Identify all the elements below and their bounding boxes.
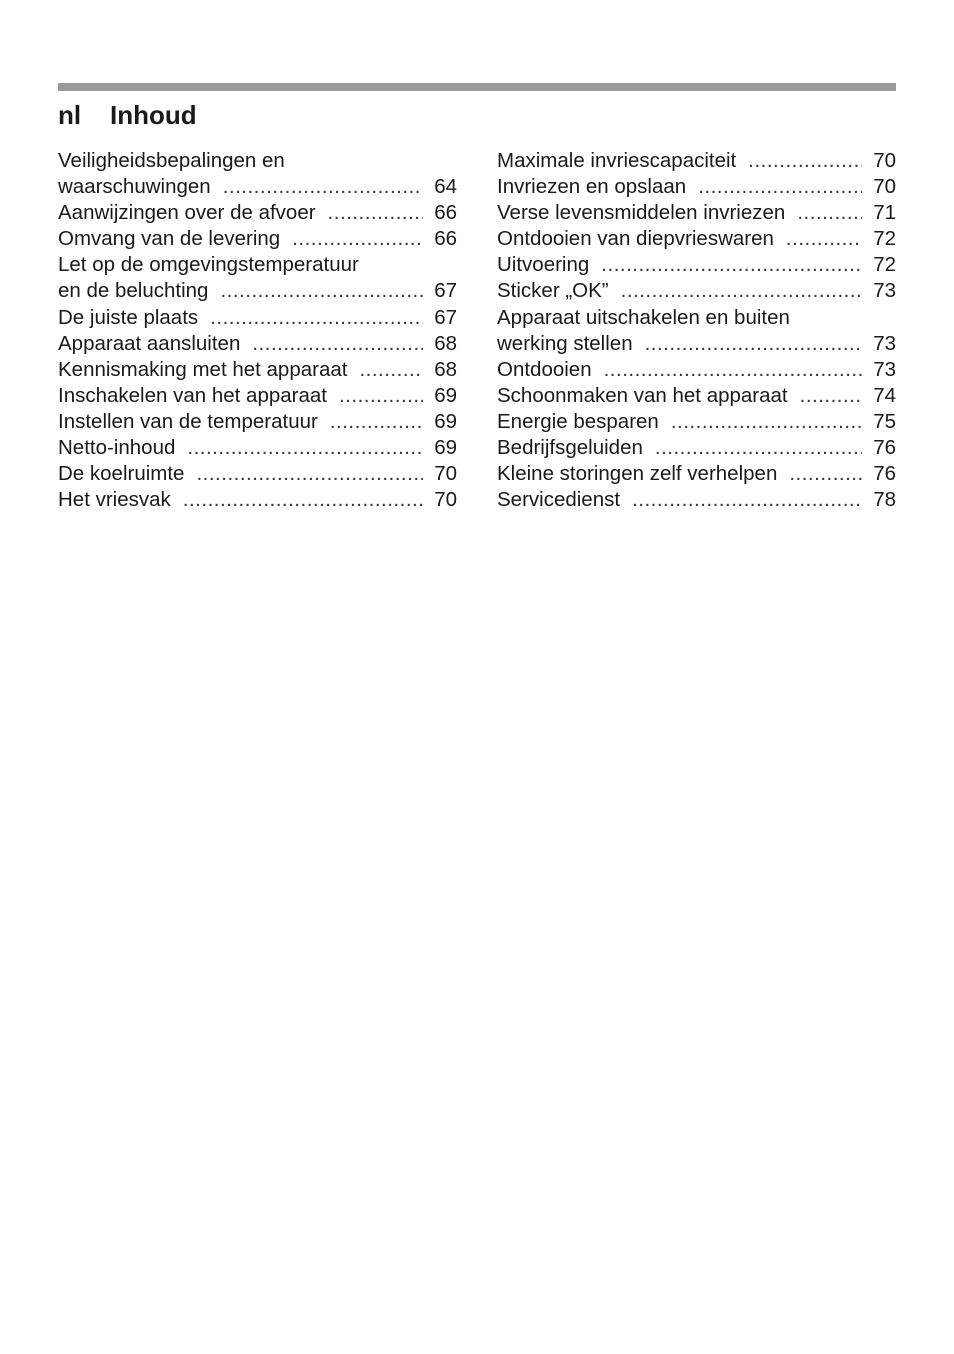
toc-entry-title: Inschakelen van het apparaat	[58, 383, 327, 407]
toc-entry-title: Aanwijzingen over de afvoer	[58, 201, 316, 225]
toc-entry[interactable]	[497, 409, 896, 435]
toc-page-number: 66	[434, 201, 457, 225]
language-code: nl	[58, 100, 82, 130]
toc-entry[interactable]	[58, 331, 457, 357]
dot-leader	[328, 200, 423, 226]
toc-entry-title: De koelruimte	[58, 462, 185, 486]
dot-leader	[621, 278, 862, 304]
dot-leader	[632, 487, 862, 513]
toc-entry[interactable]	[58, 383, 457, 409]
toc-entry[interactable]	[497, 305, 896, 357]
toc-entry-title: Bedrijfsgeluiden	[497, 436, 643, 460]
toc-page-number: 70	[873, 175, 896, 199]
toc-entry-title: werking stellen	[497, 331, 633, 355]
toc-column-left	[58, 148, 457, 513]
toc-entry-title: waarschuwingen	[58, 175, 211, 199]
toc-page-number: 78	[873, 488, 896, 512]
dot-leader	[220, 278, 423, 304]
toc-entry[interactable]	[497, 435, 896, 461]
page-header	[58, 100, 197, 134]
toc-entry[interactable]	[58, 200, 457, 226]
toc-page-number: 69	[434, 383, 457, 407]
toc-entry-title: Netto-inhoud	[58, 436, 176, 460]
dot-leader	[789, 461, 862, 487]
toc-entry[interactable]	[58, 305, 457, 331]
dot-leader	[292, 226, 423, 252]
toc-page-number: 70	[434, 462, 457, 486]
toc-page-number: 69	[434, 436, 457, 460]
toc-entry[interactable]	[58, 226, 457, 252]
toc-page-number: 69	[434, 409, 457, 433]
dot-leader	[604, 357, 862, 383]
toc-entry-title: Omvang van de levering	[58, 227, 281, 251]
toc-entry[interactable]	[58, 148, 457, 200]
dot-leader	[252, 331, 423, 357]
toc-page-number: 76	[873, 436, 896, 460]
dot-leader	[748, 148, 862, 174]
toc-entry-title: De juiste plaats	[58, 305, 199, 329]
toc-entry[interactable]	[58, 487, 457, 513]
toc-entry-title: Ontdooien	[497, 357, 592, 381]
toc-page-number: 64	[434, 175, 457, 199]
dot-leader	[359, 357, 423, 383]
toc-page-number: 68	[434, 331, 457, 355]
dot-leader	[183, 487, 423, 513]
toc-entry-title: Het vriesvak	[58, 488, 171, 512]
toc-entry-title: Maximale invriescapaciteit	[497, 149, 737, 172]
dot-leader	[339, 383, 423, 409]
toc-page-number: 72	[873, 253, 896, 277]
toc-entry-title: Kennismaking met het apparaat	[58, 357, 348, 381]
toc-entry[interactable]	[58, 252, 457, 304]
toc-entry[interactable]	[497, 487, 896, 513]
toc-entry-title: Verse levensmiddelen invriezen	[497, 201, 786, 225]
toc-entry[interactable]	[58, 461, 457, 487]
toc-entry[interactable]	[58, 357, 457, 383]
dot-leader	[797, 200, 862, 226]
toc-entry-title: Sticker „OK”	[497, 279, 609, 303]
toc-entry[interactable]	[497, 226, 896, 252]
dot-leader	[210, 305, 423, 331]
dot-leader	[698, 174, 862, 200]
toc-entry[interactable]	[497, 383, 896, 409]
toc-entry-title: Ontdooien van diepvrieswaren	[497, 227, 774, 251]
toc-entry[interactable]	[497, 174, 896, 200]
toc-entry-title: Let op de omgevingstemperatuur	[58, 253, 359, 277]
dot-leader	[671, 409, 862, 435]
toc-entry[interactable]	[497, 148, 896, 174]
toc-entry-title: Apparaat aansluiten	[58, 331, 241, 355]
toc-entry[interactable]	[497, 278, 896, 304]
dot-leader	[786, 226, 862, 252]
toc-entry-title: Servicedienst	[497, 488, 621, 512]
toc-entry-title: Invriezen en opslaan	[497, 175, 687, 199]
dot-leader	[196, 461, 423, 487]
toc-entry[interactable]	[497, 200, 896, 226]
toc-entry-title: Uitvoering	[497, 253, 590, 277]
toc-entry[interactable]	[497, 252, 896, 278]
dot-leader	[601, 252, 862, 278]
toc-page-number: 70	[434, 488, 457, 512]
toc-column-right	[497, 148, 896, 513]
toc-entry[interactable]	[497, 461, 896, 487]
toc-entry-title: Veiligheidsbepalingen en	[58, 149, 285, 172]
page-title: Inhoud	[110, 100, 197, 130]
dot-leader	[645, 331, 862, 357]
toc-page-number: 76	[873, 462, 896, 486]
dot-leader	[800, 383, 862, 409]
dot-leader	[187, 435, 423, 461]
toc-entry-title: Energie besparen	[497, 409, 659, 433]
toc-page-number: 66	[434, 227, 457, 251]
toc-page-number: 75	[873, 409, 896, 433]
toc-page-number: 73	[873, 279, 896, 303]
toc-page-number: 67	[434, 279, 457, 303]
toc-entry-title: Apparaat uitschakelen en buiten	[497, 305, 790, 329]
toc-page-number: 68	[434, 357, 457, 381]
dot-leader	[330, 409, 423, 435]
top-divider	[58, 83, 896, 91]
dot-leader	[655, 435, 862, 461]
toc-entry[interactable]	[58, 409, 457, 435]
toc-entry-title: Kleine storingen zelf verhelpen	[497, 462, 778, 486]
dot-leader	[223, 174, 423, 200]
toc-page-number: 70	[873, 149, 896, 172]
toc-page-number: 72	[873, 227, 896, 251]
toc-entry-title: Instellen van de temperatuur	[58, 409, 318, 433]
toc-entry-title: en de beluchting	[58, 279, 209, 303]
toc-page-number: 73	[873, 357, 896, 381]
toc-page-number: 67	[434, 305, 457, 329]
toc-entry[interactable]	[497, 357, 896, 383]
toc-page-number: 74	[873, 383, 896, 407]
toc-entry[interactable]	[58, 435, 457, 461]
toc-page-number: 73	[873, 331, 896, 355]
toc-entry-title: Schoonmaken van het apparaat	[497, 383, 788, 407]
toc-page-number: 71	[873, 201, 896, 225]
